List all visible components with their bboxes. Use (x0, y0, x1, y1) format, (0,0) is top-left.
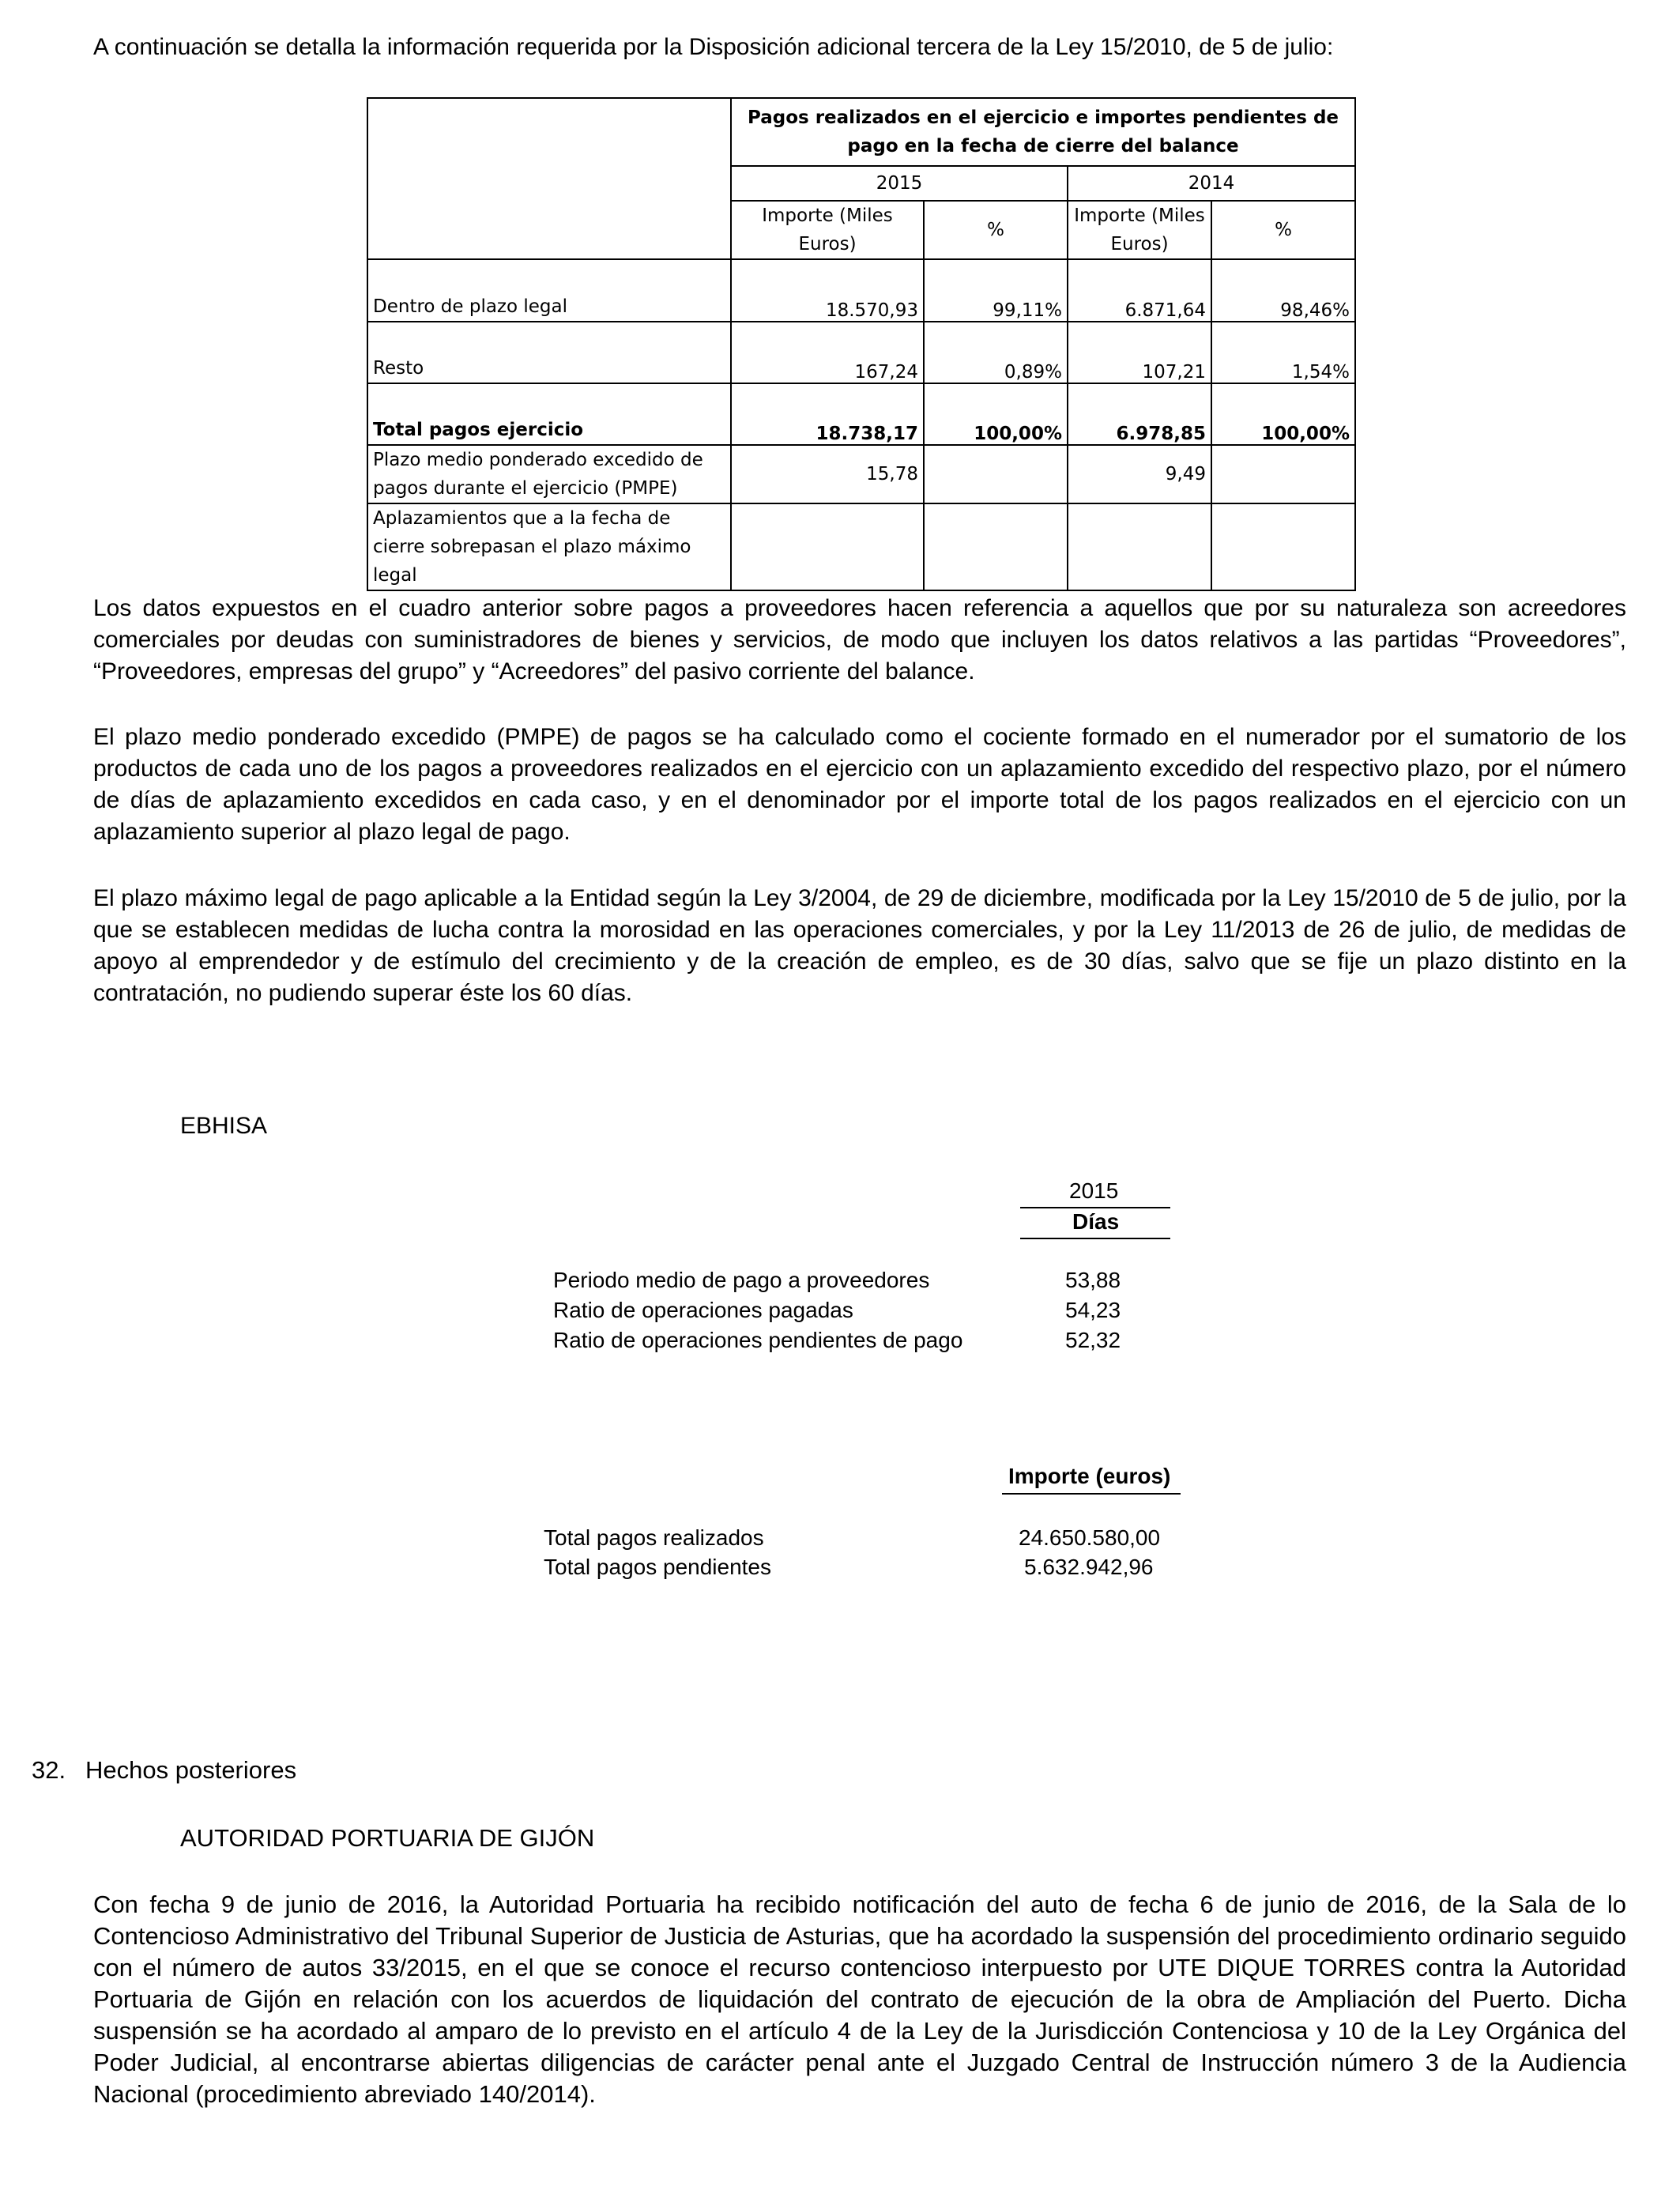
col-pct-2015: % (924, 201, 1068, 259)
row-label: Dentro de plazo legal (367, 259, 731, 322)
payments-table (367, 97, 1356, 591)
paragraph-proveedores: Los datos expuestos en el cuadro anterior sobre pagos a proveedores hacen referencia a aquellos que por su naturaleza son acreedores comerciales por deudas con suministradores de bienes y servicios, de modo que incluyen los datos relativos a las partidas “Proveedores”, “Proveedores, empresas del grupo” y “Acreedores” del pasivo corriente del balance. (93, 595, 1626, 684)
row-label: Resto (367, 322, 731, 383)
importe-row-value: 24.650.580,00 (1019, 1525, 1161, 1550)
ebhisa-year: 2015 (1069, 1178, 1119, 1203)
cell: 99,11% (924, 259, 1068, 322)
section-title: Hechos posteriores (85, 1756, 297, 1784)
cell: 18.738,17 (731, 383, 924, 445)
cell: 100,00% (1211, 383, 1355, 445)
intro-text: A continuación se detalla la información requerida por la Disposición adicional tercera de la Ley 15/2010, de 5 de julio: (93, 34, 1334, 60)
paragraph-plazo-legal: El plazo máximo legal de pago aplicable a la Entidad según la Ley 3/2004, de 29 de diciembre, modificada por la Ley 15/2010 de 5 de julio, por la que se establecen medidas de lucha contra la morosidad en las operaciones comerciales, y por la Ley 11/2013 de 26 de julio, de medidas de apoyo al emprendedor y de estímulo del crecimiento y de la creación de empleo, es de 30 días, salvo que se fije un plazo distinto en la contratación, no pudiendo superar éste los 60 días. (93, 885, 1626, 1006)
col-importe-2014: Importe (Miles Euros) (1068, 201, 1211, 259)
importe-row-label: Total pagos realizados (544, 1525, 764, 1550)
paragraph-pmpe: El plazo medio ponderado excedido (PMPE) de pagos se ha calculado como el cociente formado en el numerador por el sumatorio de los productos de cada uno de los pagos a proveedores realizados en el ejercicio con un aplazamiento excedido del respectivo plazo, por el número de días de aplazamiento excedidos en cada caso, y en el denominador por el importe total de los pagos realizados en el ejercicio con un aplazamiento superior al plazo legal de pago. (93, 724, 1626, 845)
importe-row-value: 5.632.942,96 (1024, 1555, 1154, 1579)
ebhisa-row-value: 52,32 (1065, 1328, 1121, 1352)
table-row (367, 259, 1355, 322)
ebhisa-row-label: Ratio de operaciones pendientes de pago (553, 1328, 963, 1352)
cell (924, 503, 1068, 590)
divider (1020, 1238, 1170, 1239)
cell (924, 445, 1068, 503)
table-row (367, 322, 1355, 383)
cell: 15,78 (731, 445, 924, 503)
table-row (367, 503, 1355, 590)
cell: 6.871,64 (1068, 259, 1211, 322)
cell (731, 503, 924, 590)
cell (1211, 445, 1355, 503)
cell (1211, 503, 1355, 590)
row-label: Aplazamientos que a la fecha de cierre sobrepasan el plazo máximo legal (367, 503, 731, 590)
row-label: Total pagos ejercicio (367, 383, 731, 445)
year-2014-header: 2014 (1068, 166, 1355, 201)
cell: 18.570,93 (731, 259, 924, 322)
divider (1002, 1493, 1181, 1495)
ebhisa-row-label: Ratio de operaciones pagadas (553, 1298, 853, 1322)
ebhisa-title: EBHISA (180, 1113, 268, 1139)
cell: 98,46% (1211, 259, 1355, 322)
divider (1020, 1207, 1170, 1208)
table-header: Pagos realizados en el ejercicio e importes pendientes de pago en la fecha de cierre del balance (731, 98, 1355, 166)
cell: 107,21 (1068, 322, 1211, 383)
cell (1068, 503, 1211, 590)
table-row-total (367, 383, 1355, 445)
cell: 9,49 (1068, 445, 1211, 503)
table-empty-corner (367, 98, 731, 259)
cell: 1,54% (1211, 322, 1355, 383)
year-2015-header: 2015 (731, 166, 1068, 201)
row-label: Plazo medio ponderado excedido de pagos durante el ejercicio (PMPE) (367, 445, 731, 503)
section-number: 32. (32, 1756, 66, 1784)
cell: 167,24 (731, 322, 924, 383)
ebhisa-row-label: Periodo medio de pago a proveedores (553, 1268, 930, 1292)
importe-header: Importe (euros) (1008, 1464, 1171, 1488)
cell: 6.978,85 (1068, 383, 1211, 445)
col-importe-2015: Importe (Miles Euros) (731, 201, 924, 259)
importe-row-label: Total pagos pendientes (544, 1555, 771, 1579)
ebhisa-row-value: 53,88 (1065, 1268, 1121, 1292)
ebhisa-row-value: 54,23 (1065, 1298, 1121, 1322)
cell: 0,89% (924, 322, 1068, 383)
ebhisa-unit: Días (1072, 1209, 1120, 1234)
cell: 100,00% (924, 383, 1068, 445)
table-row (367, 445, 1355, 503)
paragraph-hechos-posteriores: Con fecha 9 de junio de 2016, la Autoridad Portuaria ha recibido notificación del auto de fecha 6 de junio de 2016, de la Sala de lo Contencioso Administrativo del Tribunal Superior de Justicia de Asturias, que ha acordado la suspensión del procedimiento ordinario seguido con el número de autos 33/2015, en el que se conoce el recurso contencioso interpuesto por UTE DIQUE TORRES contra la Autoridad Portuaria de Gijón en relación con los acuerdos de liquidación del contrato de ejecución de la obra de Ampliación del Puerto. Dicha suspensión se ha acordado al amparo de lo previsto en el artículo 4 de la Ley de la Jurisdicción Contenciosa y 10 de la Ley Orgánica del Poder Judicial, al encontrarse abiertas diligencias de carácter penal ante el Juzgado Central de Instrucción número 3 de la Audiencia Nacional (procedimiento abreviado 140/2014). (93, 1891, 1626, 2108)
col-pct-2014: % (1211, 201, 1355, 259)
section-subtitle: AUTORIDAD PORTUARIA DE GIJÓN (180, 1824, 595, 1852)
